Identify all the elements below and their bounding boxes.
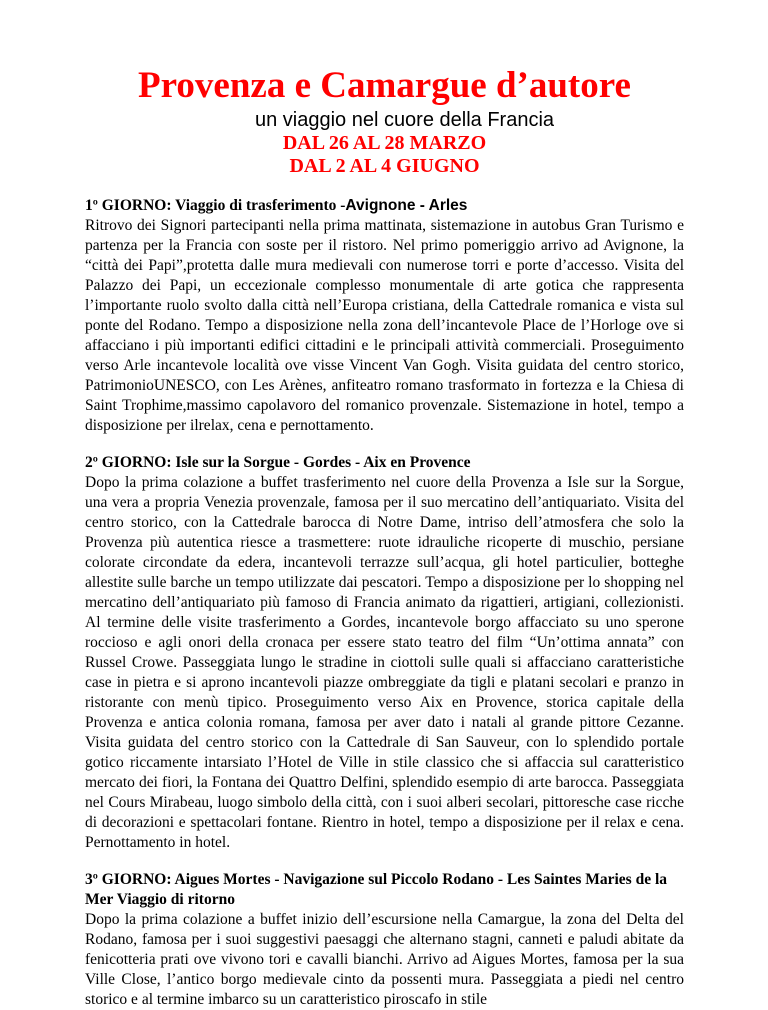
day-3-section [85, 870, 684, 1010]
travel-date-1: DAL 26 AL 28 MARZO [282, 132, 487, 154]
day-1-heading-places: Avignone - Arles [345, 197, 468, 214]
day-1-heading-text: 1º GIORNO: Viaggio di trasferimento - [85, 197, 346, 214]
document-title: Provenza e Camargue d’autore [138, 65, 631, 106]
travel-dates [85, 132, 684, 178]
day-2-section [85, 453, 684, 853]
travel-date-2: DAL 2 AL 4 GIUGNO [289, 155, 480, 177]
day-1-text: Ritrovo dei Signori partecipanti nella prima mattinata, sistemazione in autobus Gran Turismo e partenza per la Francia con soste per il ristoro. Nel primo pomeriggio arrivo ad Avignone, la “città dei Papi”,protetta dalle mura medievali con numerose torri e porte d’accesso. Visita del Palazzo dei Papi, un eccezionale complesso monumentale di arte gotica che rappresenta l’importante ruolo svolto dalla città nell’Europa cristiana, della Cattedrale romanica e vista sul ponte del Rodano. Tempo a disposizione nella zona dell’incantevole Place de l’Horloge ove si affacciano i più importanti edifici cittadini e le principali attività commerciali. Proseguimento verso Arle incantevole località ove visse Vincent Van Gogh. Visita guidata del centro storico, PatrimonioUNESCO, con Les Arènes, anfiteatro romano trasformato in fortezza e la Chiesa di Saint Trophime,massimo capolavoro del romanico provenzale. Sistemazione in hotel, tempo a disposizione per ilrelax, cena e pernottamento. [85, 217, 684, 434]
day-3-text: Dopo la prima colazione a buffet inizio dell’escursione nella Camargue, la zona del Delta del Rodano, famosa per i suoi suggestivi paesaggi che alternano stagni, canneti e paludi abitate da fenicotteria prati ove vivono tori e cavalli bianchi. Arrivo ad Aigues Mortes, famosa per la sua Ville Close, l’antico borgo medievale cinto da possenti mura. Passeggiata a piedi nel centro storico e al termine imbarco su un caratteristico piroscafo in stile [85, 911, 684, 1008]
day-2-text: Dopo la prima colazione a buffet trasferimento nel cuore della Provenza a Isle sur la Sorgue, una vera a propria Venezia provenzale, famosa per il suo mercatino dell’antiquariato. Visita del centro storico, con la Cattedrale barocca di Notre Dame, intriso dell’atmosfera che solo la Provenza più autentica riesce a trasmettere: ruote idrauliche ricoperte di muschio, persiane colorate circondate da edera, incantevoli terrazze sull’acqua, gli hotel particulier, botteghe allestite sulle barche un tempo utilizzate dai pescatori. Tempo a disposizione per lo shopping nel mercatino dell’antiquariato più famoso di Francia animato da rigattieri, artigiani, collezionisti. Al termine delle visite trasferimento a Gordes, incantevole borgo affacciato su uno sperone roccioso e agli onori della cronaca per essere stato teatro del film “Un’ottima annata” con Russel Crowe. Passeggiata lungo le stradine in ciottoli sulle quali si affacciano caratteristiche case in pietra e si aprono incantevoli piazze ombreggiate da tigli e platani secolari e pranzo in ristorante con menù tipico. Proseguimento verso Aix en Provence, storica capitale della Provenza e antica colonia romana, famosa per aver dato i natali al grande pittore Cezanne. Visita guidata del centro storico con la Cattedrale di San Sauveur, con lo splendido portale gotico riccamente intarsiato l’Hotel de Ville in stile classico che si affaccia sul caratteristico mercato dei fiori, la Fontana dei Quattro Delfini, splendido esempio di arte barocca. Passeggiata nel Cours Mirabeau, luogo simbolo della città, con i suoi alberi secolari, pittoresche case ricche di decorazioni e spettacolari fontane. Rientro in hotel, tempo a disposizione per il relax e cena. Pernottamento in hotel. [85, 474, 684, 851]
day-1-section [85, 196, 684, 436]
day-3-heading: 3º GIORNO: Aigues Mortes - Navigazione sul Piccolo Rodano - Les Saintes Maries de la Mer Viaggio di ritorno [85, 871, 668, 908]
day-1-heading [85, 196, 684, 216]
day-2-heading: 2º GIORNO: Isle sur la Sorgue - Gordes - Aix en Provence [85, 454, 471, 471]
document-subtitle: un viaggio nel cuore della Francia [254, 109, 555, 131]
